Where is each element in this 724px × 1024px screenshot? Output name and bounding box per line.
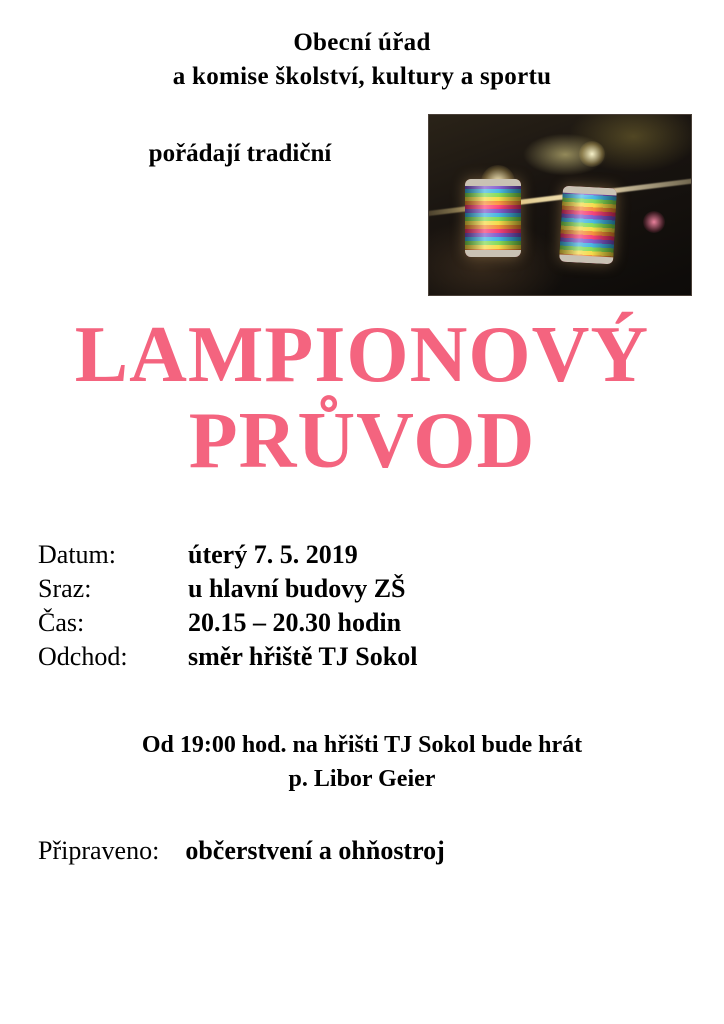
glow-decor (579, 141, 605, 167)
lantern-photo-image (429, 115, 691, 295)
page-title (0, 312, 724, 484)
detail-value-departure: směr hřiště TJ Sokol (188, 642, 418, 671)
page-title-line-1: LAMPIONOVÝ (74, 311, 650, 399)
page-title-line-2: PRŮVOD (188, 397, 536, 485)
lantern-cap-decor (465, 250, 521, 257)
lantern-cap-decor (559, 255, 613, 265)
detail-row (38, 608, 558, 642)
detail-label-departure: Odchod: (38, 642, 128, 671)
lantern-shine-decor (465, 179, 521, 257)
refreshments-label: Připraveno: (38, 836, 160, 865)
detail-value-time: 20.15 – 20.30 hodin (188, 608, 402, 637)
detail-label-time: Čas: (38, 608, 85, 637)
refreshments-value: občerstvení a ohňostroj (185, 836, 445, 865)
detail-value-date: úterý 7. 5. 2019 (188, 540, 358, 569)
refreshments-block (38, 836, 445, 866)
detail-row (38, 574, 558, 608)
music-block (0, 728, 724, 796)
lantern-cap-decor (465, 179, 521, 186)
lantern-icon (559, 186, 617, 265)
detail-value-meeting: u hlavní budovy ZŠ (188, 574, 406, 603)
header-line-1: Obecní úřad (293, 29, 431, 56)
glow-decor (643, 211, 665, 233)
detail-row (38, 642, 558, 676)
event-details (38, 540, 558, 676)
music-line-2: p. Libor Geier (288, 766, 436, 792)
detail-label-date: Datum: (38, 540, 116, 569)
music-line-1: Od 19:00 hod. na hřišti TJ Sokol bude hrát (141, 732, 583, 758)
header-line-2: a komise školství, kultury a sportu (172, 63, 552, 90)
organizes-text: pořádají tradiční (148, 140, 332, 167)
header-block (0, 26, 724, 94)
lantern-shine-decor (559, 186, 617, 265)
lantern-photo (428, 114, 692, 296)
detail-row (38, 540, 558, 574)
detail-label-meeting: Sraz: (38, 574, 92, 603)
lantern-icon (465, 179, 521, 257)
